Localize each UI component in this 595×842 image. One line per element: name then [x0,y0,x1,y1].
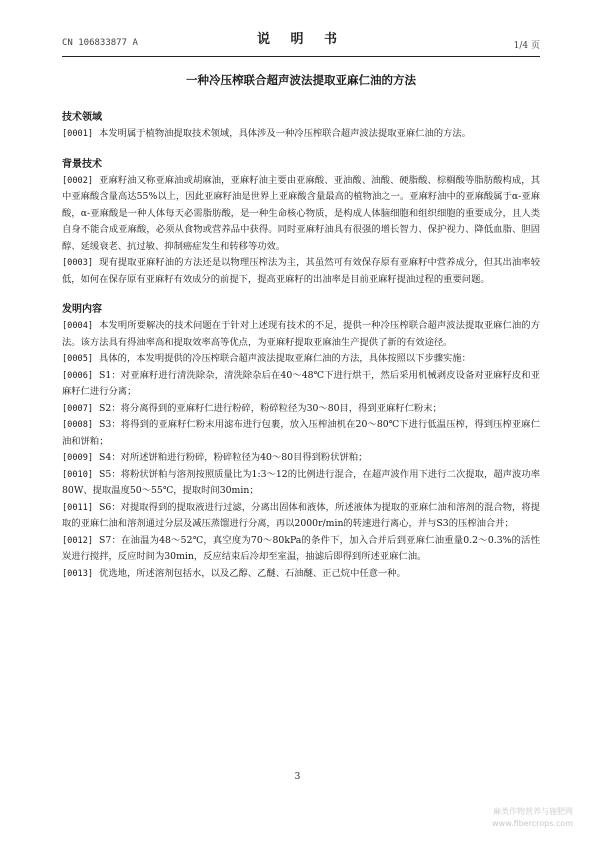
paragraph [62,467,540,500]
paragraph-number: [0001] [62,129,94,139]
paragraph-text: S5：将粉状饼粕与溶剂按照质量比为1:3～12的比例进行混合，在超声波作用下进行二次提取，超声波功率80W、提取温度50～55℃，提取时间30min； [62,468,540,496]
paragraph [62,533,540,566]
paragraph [62,417,540,450]
watermark-line1: 麻类作物营养与施肥网 [493,807,573,816]
paragraph-number: [0003] [62,258,94,268]
paragraph [62,401,540,418]
paragraph [62,351,540,368]
paragraph-number: [0007] [62,403,94,414]
paragraph [62,368,540,401]
paragraph-text: 本发明属于植物油提取技术领域，具体涉及一种冷压榨联合超声波法提取亚麻仁油的方法。 [99,128,471,139]
paragraph-text: 现有提取亚麻籽油的方法还是以物理压榨法为主，其虽然可有效保存原有亚麻籽中营养成分，但其出油率较低，如何在保存原有亚麻籽有效成分的前提下，提高亚麻籽的出油率是目前亚麻籽提油过程的重要问题。 [62,257,540,285]
paragraph-text: S6：对提取得到的提取液进行过滤，分离出固体和液体，所述液体为提取的亚麻仁油和溶剂的混合物，将提取的亚麻仁油和溶剂通过分层及减压蒸馏进行分离，再以2000r/min的转速进行离心，并与S3的压榨油合并； [62,501,540,529]
document-body [62,72,540,582]
page-indicator: 1/4 页 [513,41,540,51]
section-heading: 发明内容 [62,304,102,315]
paragraph-number: [0013] [62,568,94,579]
section-gap [62,143,540,155]
header-rule [62,56,540,57]
paragraph [62,173,540,256]
watermark [423,806,573,830]
document-type: 说 明 书 [256,32,346,47]
paragraph-number: [0002] [62,175,94,186]
sections-container [62,108,540,582]
paragraph-number: [0010] [62,469,94,480]
paragraph-number: [0009] [62,453,94,463]
section-gap [62,288,540,300]
paragraph-number: [0006] [62,370,94,381]
paragraph [62,566,540,583]
paragraph-number: [0012] [62,535,94,546]
paragraph [62,126,540,143]
section-heading: 背景技术 [62,158,102,170]
paragraph-number: [0005] [62,354,94,364]
paragraph [62,500,540,533]
section-heading: 技术领域 [62,112,102,123]
paragraph [62,318,540,351]
publication-number: CN 106833877 A [62,38,138,48]
invention-title: 一种冷压榨联合超声波法提取亚麻仁油的方法 [186,73,416,87]
paragraph-number: [0008] [62,420,94,430]
paragraph-number: [0004] [62,321,94,331]
paragraph-text: 亚麻籽油又称亚麻油或胡麻油，亚麻籽油主要由亚麻酸、亚油酸、油酸、硬脂酸、棕榈酸等脂肪酸构成，其中亚麻酸含量高达55%以上，因此亚麻籽油是世界上亚麻酸含量最高的植物油之一。亚麻籽油中的亚麻酸属于α-亚麻酸，α-亚麻酸是一种人体每天必需脂肪酸，是一种生命核心物质，是构成人体脑细胞和组织细胞的重要成分，且人类自身不能合成亚麻酸，必须从食物或营养品中获得。同时亚麻籽油具有很强的增长智力、保护视力、降低血脂、胆固醇、延缓衰老、抗过敏、抑制癌症发生和转移等功效。 [62,174,540,252]
paragraph-text: S4：对所述饼粕进行粉碎，粉碎粒径为40～80目得到粉状饼粕； [99,452,368,463]
paragraph-number: [0011] [62,502,94,513]
paragraph-text: S2：将分离得到的亚麻籽仁进行粉碎，粉碎粒径为30～80目，得到亚麻籽仁粉末； [99,402,442,414]
paragraph [62,450,540,467]
watermark-line2: www.fibercrops.com [492,819,573,828]
paragraph-text: 本发明所要解决的技术问题在于针对上述现有技术的不足，提供一种冷压榨联合超声波法提取亚麻仁油的方法。该方法具有得油率高和提取效率高等优点，为亚麻籽提取亚麻油生产提供了新的有效途径。 [62,320,540,348]
paragraph-text: S7：在油温为48～52℃，真空度为70～80kPa的条件下，加入合并后到亚麻仁油重量0.2～0.3%的活性炭进行搅拌，反应时间为30min，反应结束后冷却至室温，抽滤后即得到所述亚麻仁油。 [62,534,540,562]
paragraph [62,255,540,288]
paragraph-text: S1：对亚麻籽进行清洗除杂，清洗除杂后在40～48℃下进行烘干，然后采用机械剥皮设备对亚麻籽皮和亚麻籽仁进行分离； [62,369,540,397]
paragraph-text: 具体的，本发明提供的冷压榨联合超声波法提取亚麻仁油的方法，具体按照以下步骤实施： [99,353,471,364]
paragraph-text: 优选地，所述溶剂包括水，以及乙醇、乙醚、石油醚、正己烷中任意一种。 [99,567,406,579]
page-number: 3 [294,772,301,782]
paragraph-text: S3：将得到的亚麻籽仁粉末用滤布进行包裹，放入压榨油机在20～80℃下进行低温压榨，得到压榨亚麻仁油和饼粕； [62,419,540,447]
page-header [62,28,540,50]
